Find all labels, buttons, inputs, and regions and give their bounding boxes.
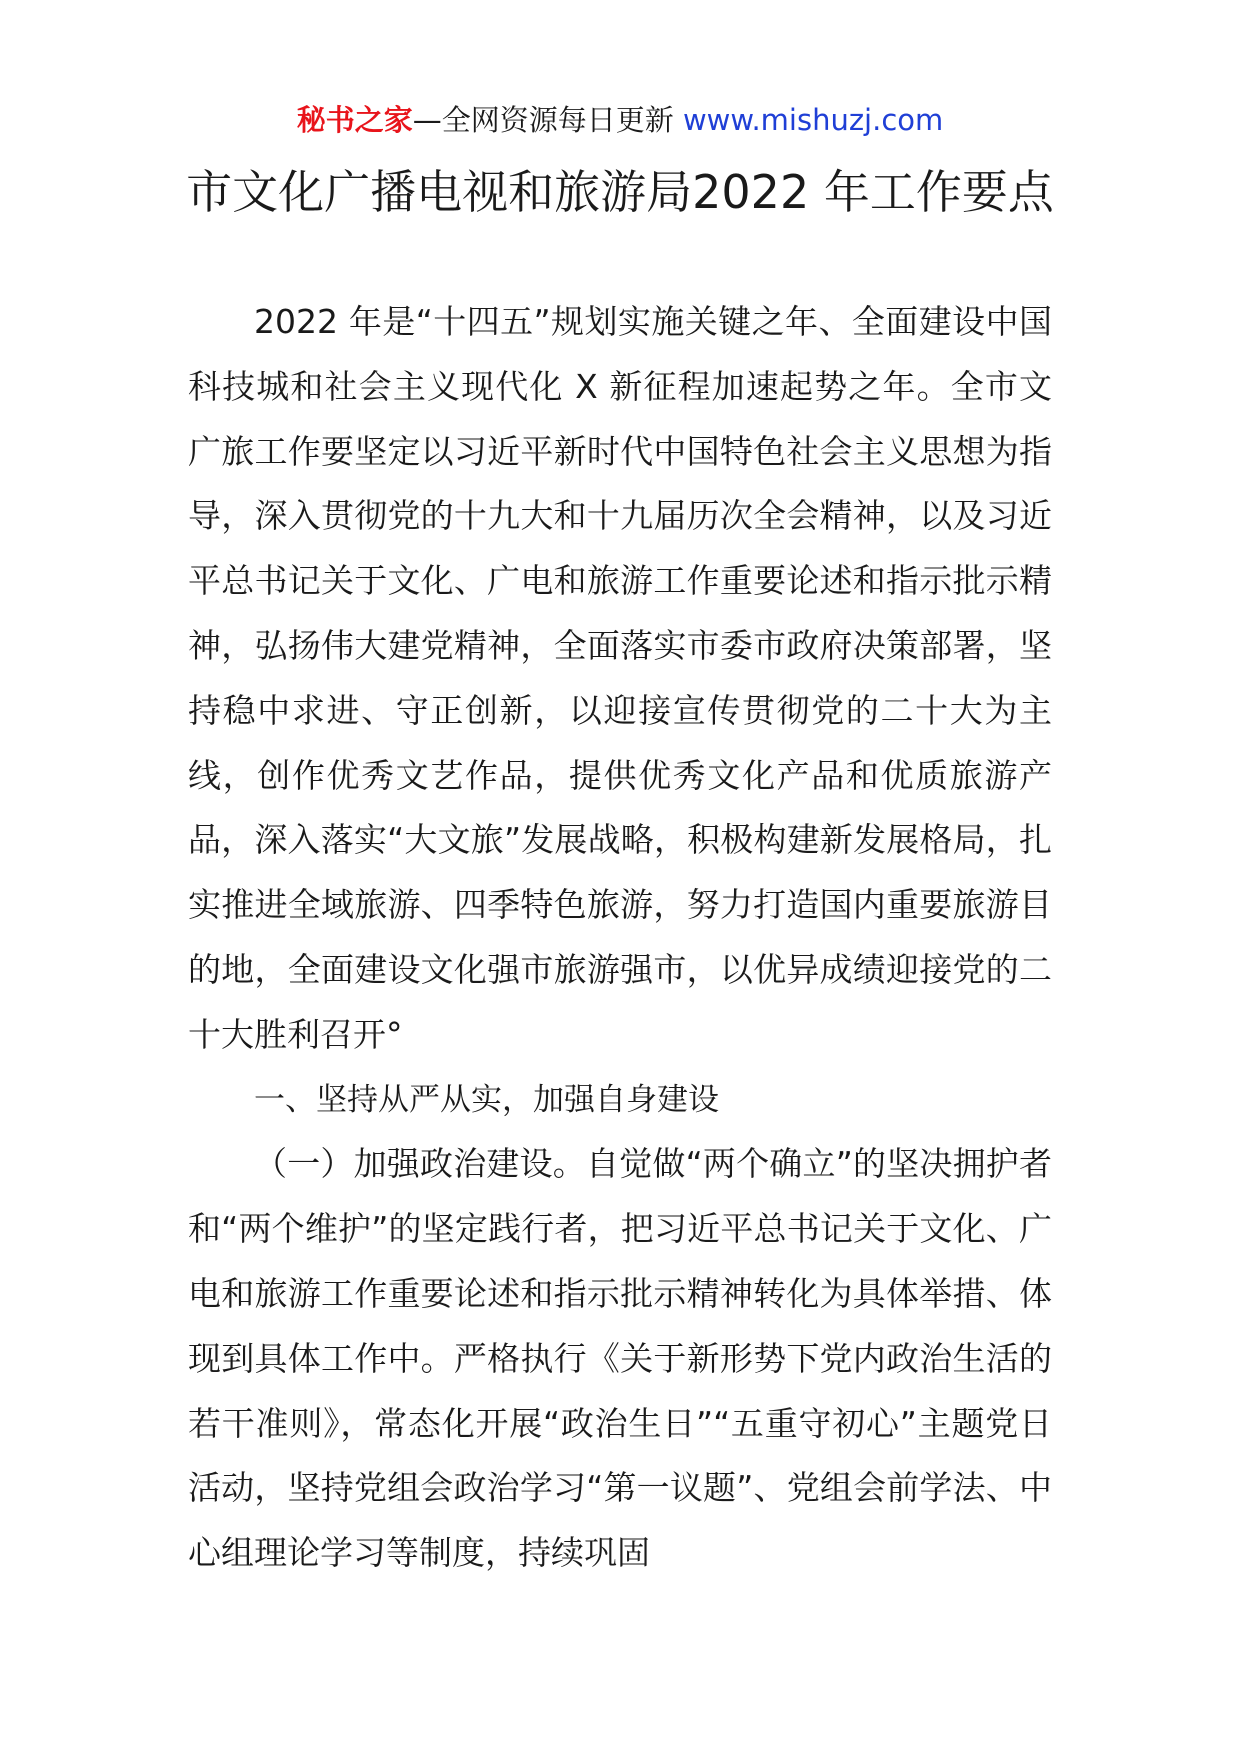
watermark-url[interactable]: www.mishuzj.com	[682, 103, 944, 137]
section-paragraph: （一）加强政治建设。自觉做“两个确立”的坚决拥护者和“两个维护”的坚定践行者，把习近平总书记关于文化、广电和旅游工作重要论述和指示批示精神转化为具体举措、体现到具体工作中。严格执行《关于新形势下党内政治生活的若干准则》，常态化开展“政治生日”“五重守初心”主题党日活动，坚持党组会政治学习“第一议题”、党组会前学法、中心组理论学习等制度，持续巩固	[188, 1144, 1052, 1573]
watermark-banner	[0, 100, 1240, 140]
watermark-brand: 秘书之家	[296, 103, 413, 137]
intro-paragraph: 2022 年是“十四五”规划实施关键之年、全面建设中国科技城和社会主义现代化 X 新征程加速起势之年。全市文广旅工作要坚定以习近平新时代中国特色社会主义思想为指导，深入贯彻党的十九大和十九届历次全会精神，以及习近平总书记关于文化、广电和旅游工作重要论述和指示批示精神，弘扬伟大建党精神，全面落实市委市政府决策部署，坚持稳中求进、守正创新，以迎接宣传贯彻党的二十大为主线，创作优秀文艺作品，提供优秀文化产品和优质旅游产品，深入落实“大文旅”发展战略，积极构建新发展格局，扎实推进全域旅游、四季特色旅游，努力打造国内重要旅游目的地，全面建设文化强市旅游强市，以优异成绩迎接党的二十大胜利召开°	[188, 302, 1052, 1054]
watermark-text: —全网资源每日更新	[412, 103, 683, 137]
document-title: 市文化广播电视和旅游局2022 年工作要点	[186, 165, 1054, 219]
document-body	[188, 290, 1052, 1586]
section-heading: 一、坚持从严从实，加强自身建设	[254, 1081, 719, 1118]
